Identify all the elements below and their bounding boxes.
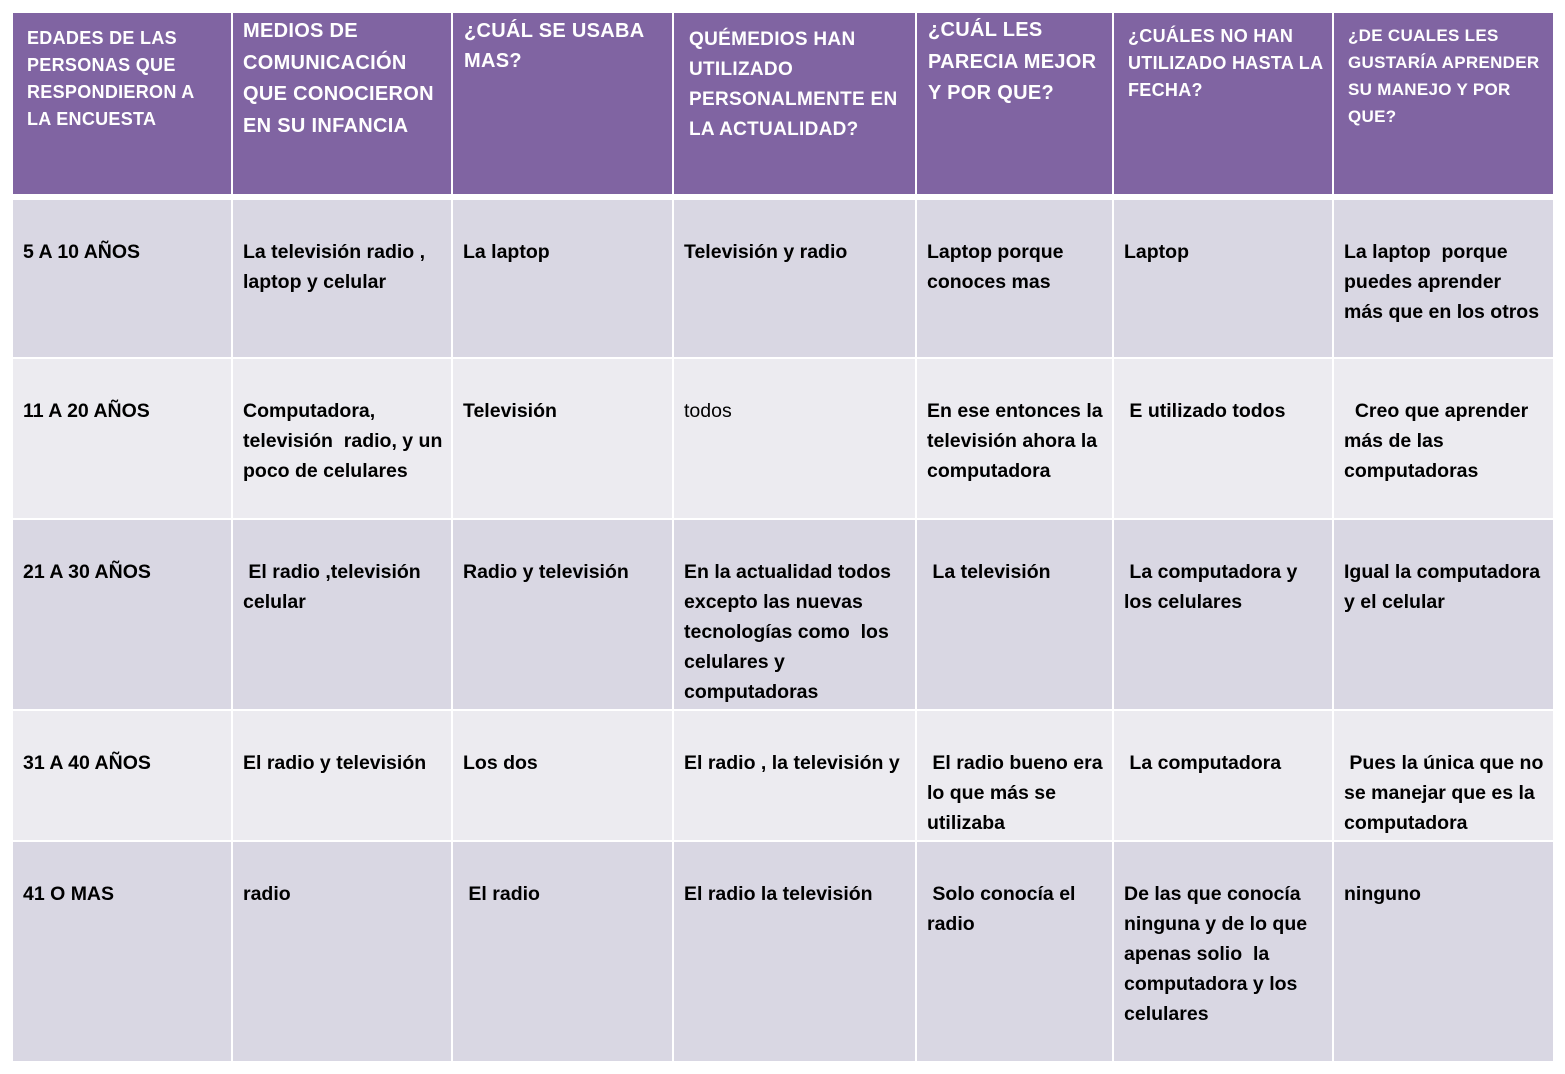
cell-childhood-media: Computadora, televisión radio, y un poco de celulares bbox=[232, 358, 452, 519]
cell-would-learn: ninguno bbox=[1333, 841, 1554, 1062]
header-not-used: ¿CUÁLES NO HAN UTILIZADO HASTA LA FECHA? bbox=[1113, 12, 1333, 197]
cell-would-learn: La laptop porque puedes aprender más que en los otros bbox=[1333, 197, 1554, 358]
cell-current-media: todos bbox=[673, 358, 916, 519]
cell-childhood-media: La televisión radio , laptop y celular bbox=[232, 197, 452, 358]
header-ages: EDADES DE LAS PERSONAS QUE RESPONDIERON A LA ENCUESTA bbox=[12, 12, 232, 197]
cell-most-used: Los dos bbox=[452, 710, 673, 841]
cell-age: 41 O MAS bbox=[12, 841, 232, 1062]
cell-childhood-media: El radio ,televisión celular bbox=[232, 519, 452, 710]
header-childhood-media: MEDIOS DE COMUNICACIÓN QUE CONOCIERON EN SU INFANCIA bbox=[232, 12, 452, 197]
header-current-media: QUÉMEDIOS HAN UTILIZADO PERSONALMENTE EN LA ACTUALIDAD? bbox=[673, 12, 916, 197]
cell-current-media: El radio , la televisión y bbox=[673, 710, 916, 841]
cell-current-media: En la actualidad todos excepto las nuevas tecnologías como los celulares y computadoras bbox=[673, 519, 916, 710]
cell-would-learn: Pues la única que no se manejar que es la computadora bbox=[1333, 710, 1554, 841]
table-row bbox=[12, 841, 1554, 1062]
header-best-why: ¿CUÁL LES PARECIA MEJOR Y POR QUE? bbox=[916, 12, 1113, 197]
cell-current-media: El radio la televisión bbox=[673, 841, 916, 1062]
cell-best-why: Solo conocía el radio bbox=[916, 841, 1113, 1062]
table-row bbox=[12, 358, 1554, 519]
cell-childhood-media: El radio y televisión bbox=[232, 710, 452, 841]
cell-not-used: Laptop bbox=[1113, 197, 1333, 358]
table-row bbox=[12, 197, 1554, 358]
cell-not-used: La computadora bbox=[1113, 710, 1333, 841]
cell-childhood-media: radio bbox=[232, 841, 452, 1062]
cell-most-used: El radio bbox=[452, 841, 673, 1062]
header-would-learn: ¿DE CUALES LES GUSTARÍA APRENDER SU MANEJO Y POR QUE? bbox=[1333, 12, 1554, 197]
table-row bbox=[12, 519, 1554, 710]
cell-not-used: De las que conocía ninguna y de lo que apenas solio la computadora y los celulares bbox=[1113, 841, 1333, 1062]
cell-most-used: La laptop bbox=[452, 197, 673, 358]
cell-current-media: Televisión y radio bbox=[673, 197, 916, 358]
header-row bbox=[12, 12, 1554, 197]
cell-most-used: Radio y televisión bbox=[452, 519, 673, 710]
cell-not-used: La computadora y los celulares bbox=[1113, 519, 1333, 710]
survey-table bbox=[11, 11, 1555, 1063]
cell-would-learn: Igual la computadora y el celular bbox=[1333, 519, 1554, 710]
cell-best-why: El radio bueno era lo que más se utilizaba bbox=[916, 710, 1113, 841]
table-row bbox=[12, 710, 1554, 841]
header-most-used: ¿CUÁL SE USABA MAS? bbox=[452, 12, 673, 197]
cell-would-learn: Creo que aprender más de las computadoras bbox=[1333, 358, 1554, 519]
cell-age: 31 A 40 AÑOS bbox=[12, 710, 232, 841]
cell-age: 5 A 10 AÑOS bbox=[12, 197, 232, 358]
cell-age: 21 A 30 AÑOS bbox=[12, 519, 232, 710]
cell-best-why: En ese entonces la televisión ahora la computadora bbox=[916, 358, 1113, 519]
cell-best-why: Laptop porque conoces mas bbox=[916, 197, 1113, 358]
cell-not-used: E utilizado todos bbox=[1113, 358, 1333, 519]
cell-best-why: La televisión bbox=[916, 519, 1113, 710]
cell-age: 11 A 20 AÑOS bbox=[12, 358, 232, 519]
cell-most-used: Televisión bbox=[452, 358, 673, 519]
